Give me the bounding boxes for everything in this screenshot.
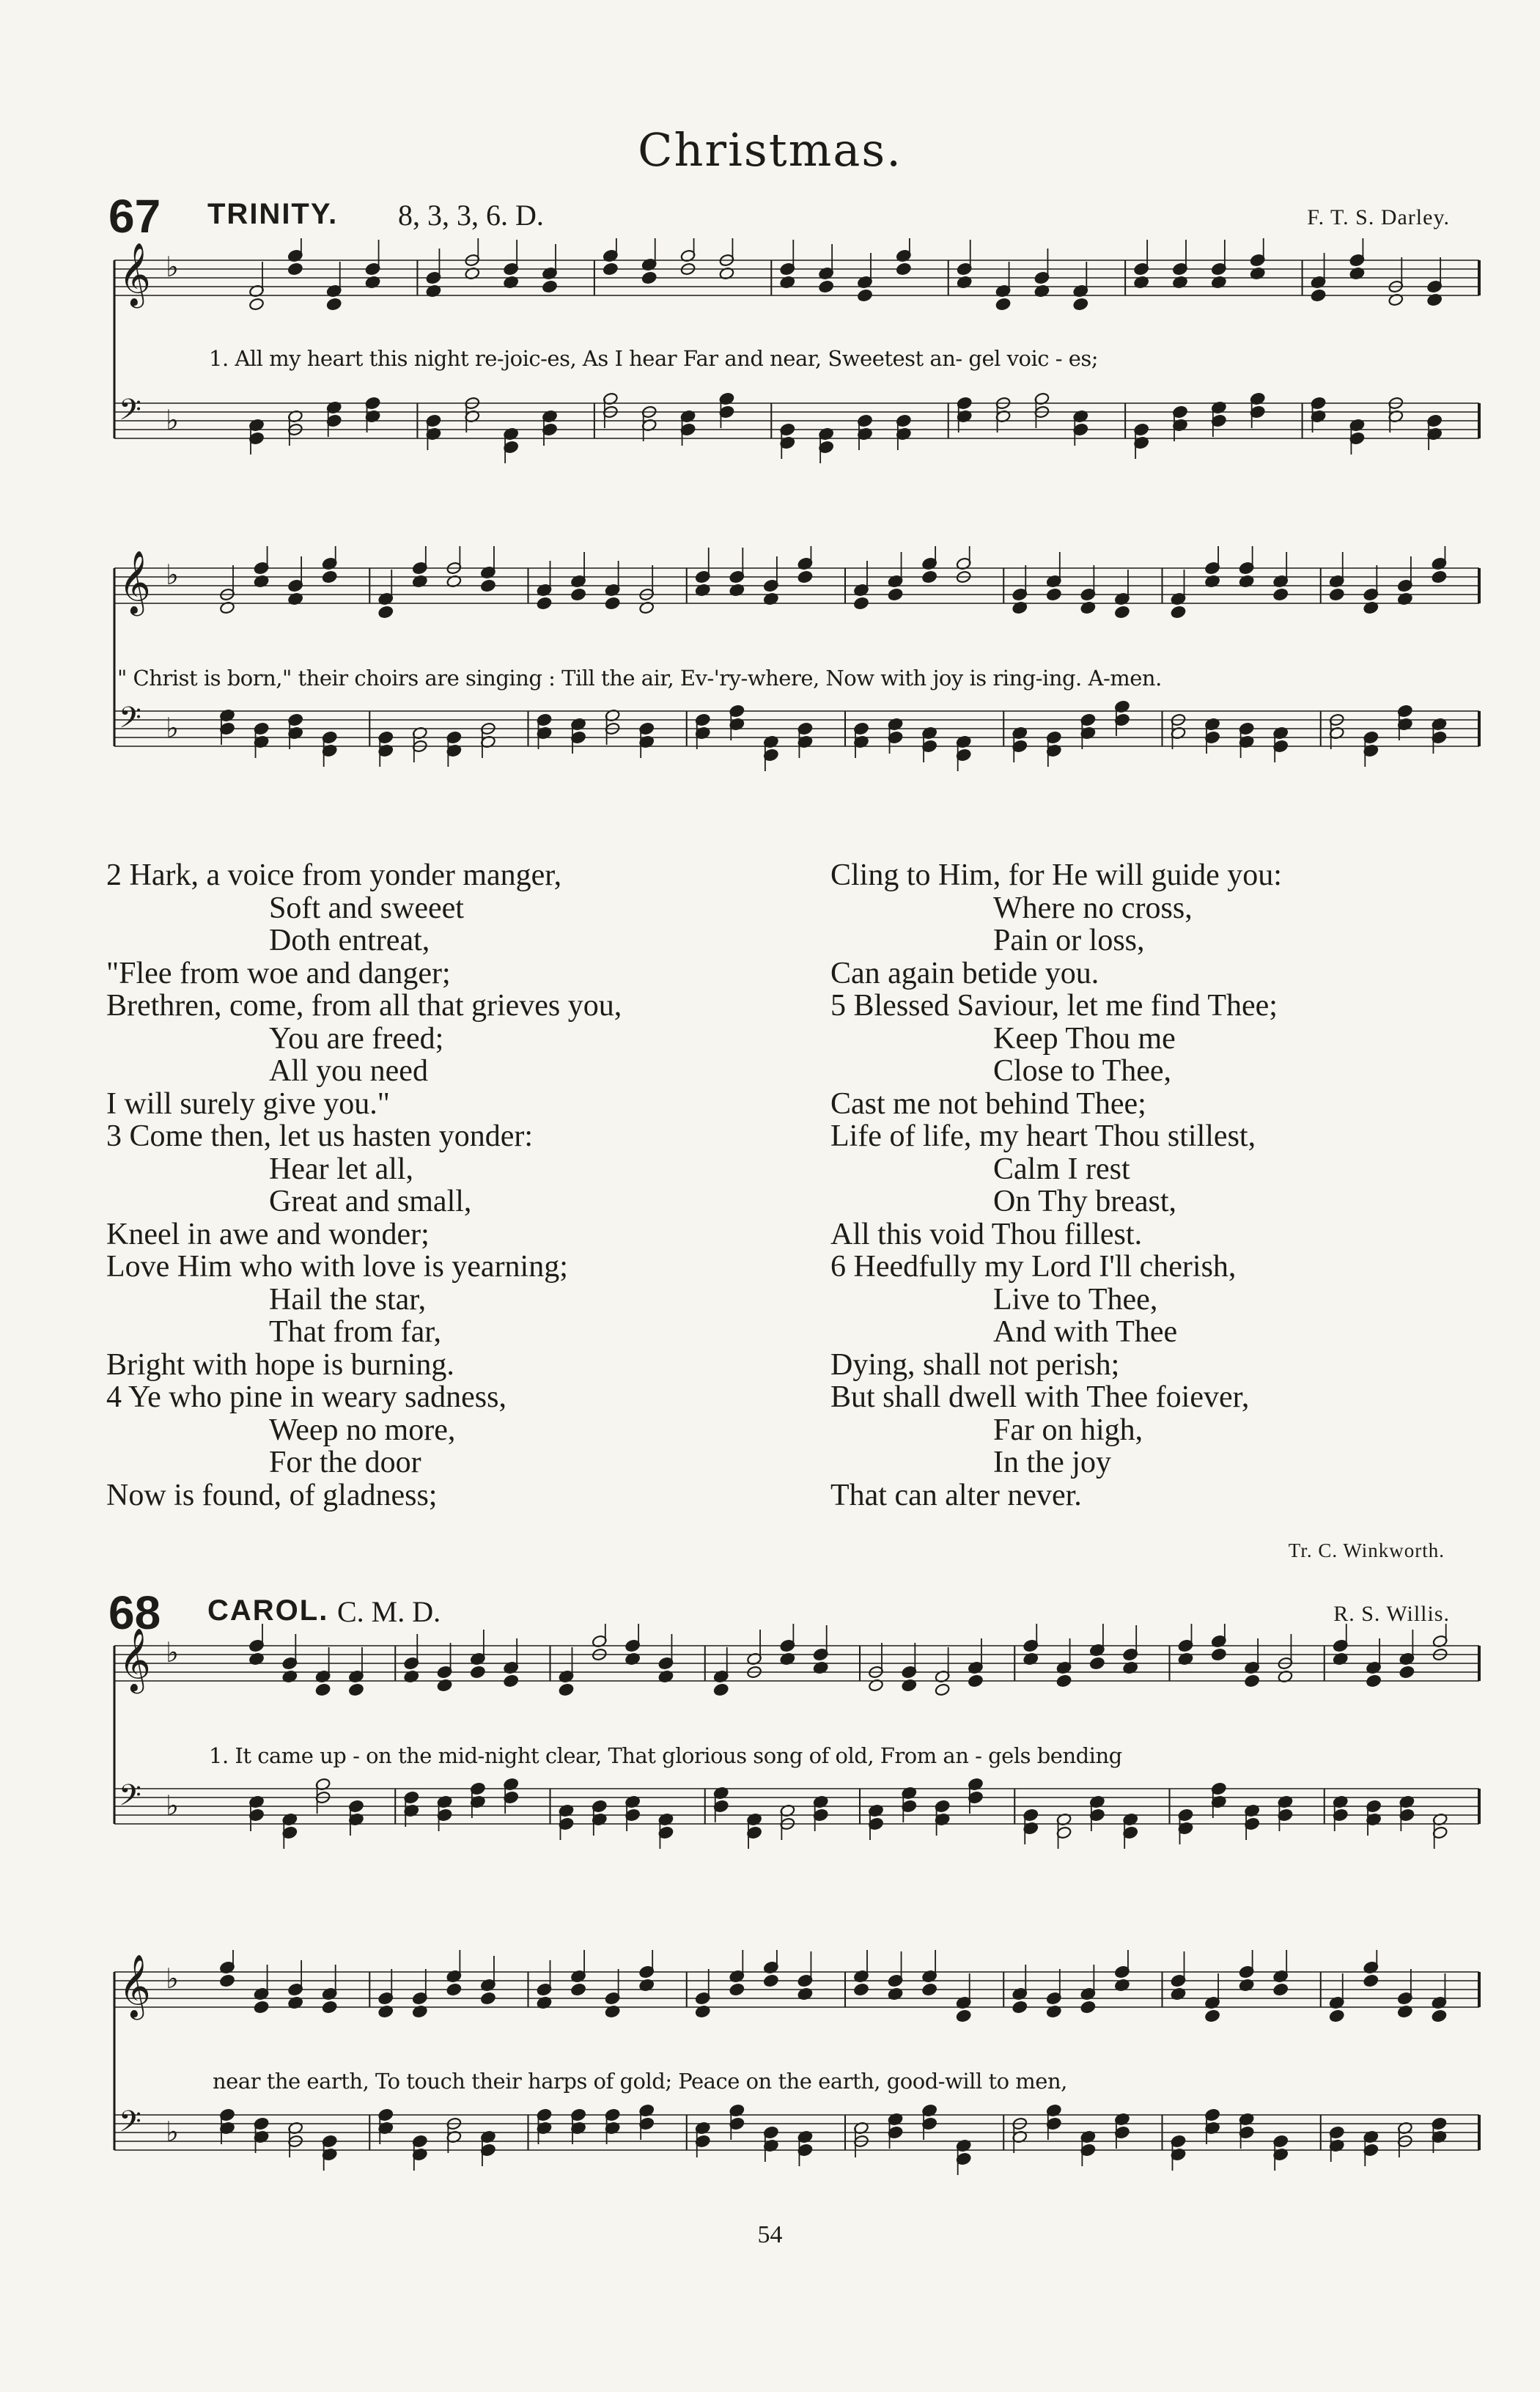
verse-line: Hear let all, bbox=[269, 1152, 414, 1186]
note-head bbox=[537, 597, 552, 610]
verse-line: Close to Thee, bbox=[993, 1054, 1172, 1088]
note-head bbox=[378, 606, 394, 619]
note-head bbox=[1311, 289, 1326, 302]
note-head bbox=[315, 1683, 331, 1696]
note-head bbox=[1171, 606, 1186, 619]
verse-line: Great and small, bbox=[269, 1185, 472, 1218]
verse-line: Can again betide you. bbox=[830, 956, 1099, 990]
verse-line: All this void Thou fillest. bbox=[830, 1217, 1143, 1251]
flat-icon: ♭ bbox=[166, 712, 179, 744]
verse-line: Now is found, of gladness; bbox=[106, 1478, 438, 1512]
lyrics-line: near the earth, To touch their harps of gold; Peace on the earth, good-will to men, bbox=[213, 2069, 1067, 2094]
verse-line: Cling to Him, for He will guide you: bbox=[830, 858, 1282, 892]
hymn-number: 67 bbox=[108, 190, 161, 243]
tune-name: CAROL. bbox=[207, 1594, 329, 1627]
note-head bbox=[559, 1683, 574, 1696]
note-head bbox=[818, 280, 833, 293]
note-head bbox=[1244, 1674, 1259, 1688]
verse-line: Life of life, my heart Thou stillest, bbox=[830, 1119, 1256, 1153]
tune-name: TRINITY. bbox=[207, 198, 339, 230]
note-head bbox=[797, 570, 813, 584]
verse-line: Love Him who with love is yearning; bbox=[106, 1250, 568, 1284]
section-title: Christmas. bbox=[638, 123, 902, 177]
verse-line: You are freed; bbox=[269, 1021, 444, 1056]
note-head bbox=[570, 588, 586, 601]
note-head bbox=[1329, 2009, 1344, 2023]
note-head bbox=[729, 1983, 745, 1996]
note-head bbox=[1366, 1674, 1381, 1688]
note-head bbox=[603, 262, 618, 276]
note-head bbox=[763, 1974, 778, 1987]
note-head bbox=[326, 298, 342, 311]
note-head bbox=[254, 2001, 269, 2014]
flat-icon: ♭ bbox=[166, 1789, 179, 1822]
note-head bbox=[480, 579, 495, 592]
note-head bbox=[542, 280, 557, 293]
verse-line: 6 Heedfully my Lord I'll cherish, bbox=[830, 1250, 1237, 1284]
note-head bbox=[219, 1974, 235, 1987]
flat-icon: ♭ bbox=[166, 404, 179, 436]
note-head bbox=[888, 588, 903, 601]
verse-line: For the door bbox=[269, 1446, 421, 1479]
verse-line: Cast me not behind Thee; bbox=[830, 1086, 1146, 1121]
note-head bbox=[995, 298, 1011, 311]
note-head bbox=[348, 1683, 364, 1696]
page-number: 54 bbox=[757, 2221, 783, 2248]
verse-line: Brethren, come, from all that grieves you, bbox=[106, 989, 622, 1023]
verse-line: Keep Thou me bbox=[993, 1021, 1176, 1056]
verse-line: Hail the star, bbox=[269, 1282, 427, 1317]
lyrics-line: 1. All my heart this night re-joic-es, As I hear Far and near, Sweetest an- gel voic - es; bbox=[209, 346, 1099, 371]
note-head bbox=[1080, 2001, 1096, 2014]
note-head bbox=[470, 1666, 485, 1679]
note-head bbox=[1114, 606, 1130, 619]
flat-icon: ♭ bbox=[166, 2116, 179, 2148]
note-head bbox=[853, 1983, 869, 1996]
verse-line: Calm I rest bbox=[993, 1152, 1130, 1186]
hymn-number: 68 bbox=[108, 1586, 161, 1639]
composer: F. T. S. Darley. bbox=[1307, 205, 1450, 229]
bass-clef-icon: 𝄢 bbox=[119, 701, 141, 742]
bass-clef-icon: 𝄢 bbox=[119, 1778, 141, 1819]
music-score-system bbox=[108, 238, 1486, 517]
note-head bbox=[1432, 2009, 1447, 2023]
verse-line: 3 Come then, let us hasten yonder: bbox=[106, 1119, 534, 1153]
note-head bbox=[248, 298, 264, 311]
verse-line: Weep no more, bbox=[269, 1413, 456, 1447]
treble-clef-icon: 𝄞 bbox=[119, 551, 151, 614]
verse-line: Bright with hope is burning. bbox=[106, 1347, 454, 1382]
treble-clef-icon: 𝄞 bbox=[119, 1954, 151, 2017]
verse-line: Where no cross, bbox=[993, 891, 1193, 925]
flat-icon: ♭ bbox=[166, 1636, 179, 1668]
note-head bbox=[1273, 1983, 1289, 1996]
note-head bbox=[1073, 298, 1088, 311]
note-head bbox=[1399, 1666, 1415, 1679]
verse-line: Dying, shall not perish; bbox=[830, 1347, 1120, 1382]
verse-line: Live to Thee, bbox=[993, 1282, 1158, 1317]
verse-line: That can alter never. bbox=[830, 1478, 1082, 1512]
verse-line: "Flee from woe and danger; bbox=[106, 956, 451, 990]
note-head bbox=[1046, 588, 1061, 601]
flat-icon: ♭ bbox=[166, 559, 179, 591]
note-head bbox=[935, 1683, 950, 1696]
note-head bbox=[921, 1983, 937, 1996]
note-head bbox=[921, 570, 937, 584]
composer: R. S. Willis. bbox=[1333, 1602, 1450, 1626]
verses-right-column bbox=[830, 859, 1282, 1512]
verse-line: I will surely give you." bbox=[106, 1086, 390, 1121]
note-head bbox=[480, 1992, 495, 2005]
verse-line: Kneel in awe and wonder; bbox=[106, 1217, 430, 1251]
note-head bbox=[956, 2009, 971, 2023]
verse-line: But shall dwell with Thee foiever, bbox=[830, 1380, 1250, 1414]
verse-line: 2 Hark, a voice from yonder manger, bbox=[106, 858, 562, 892]
note-head bbox=[446, 1983, 462, 1996]
note-head bbox=[641, 271, 657, 284]
note-head bbox=[605, 597, 620, 610]
note-head bbox=[1329, 588, 1344, 601]
meter: 8, 3, 3, 6. D. bbox=[398, 199, 544, 232]
note-head bbox=[322, 570, 337, 584]
verses-left-column bbox=[106, 859, 622, 1512]
lyrics-line: " Christ is born," their choirs are singing : Till the air, Ev-'ry-where, Now with joy is ring-ing. A-men. bbox=[117, 666, 1162, 691]
note-head bbox=[1363, 1974, 1379, 1987]
note-head bbox=[287, 262, 303, 276]
note-head bbox=[853, 597, 869, 610]
flat-icon: ♭ bbox=[166, 251, 179, 283]
verse-line: All you need bbox=[269, 1054, 428, 1088]
note-head bbox=[1204, 2009, 1220, 2023]
note-head bbox=[1432, 570, 1447, 584]
verse-line: Doth entreat, bbox=[269, 924, 430, 957]
note-head bbox=[504, 1674, 519, 1688]
note-head bbox=[1211, 1648, 1226, 1661]
note-head bbox=[570, 1983, 586, 1996]
lyrics-line: 1. It came up - on the mid-night clear, That glorious song of old, From an - gels bending bbox=[209, 1743, 1122, 1768]
bass-clef-icon: 𝄢 bbox=[119, 2105, 141, 2146]
note-head bbox=[1273, 588, 1289, 601]
note-head bbox=[896, 262, 911, 276]
note-head bbox=[857, 289, 872, 302]
verse-line: Far on high, bbox=[993, 1413, 1143, 1447]
note-head bbox=[1089, 1657, 1105, 1670]
translator-credit: Tr. C. Winkworth. bbox=[1288, 1539, 1445, 1561]
verse-line: Pain or loss, bbox=[993, 924, 1145, 957]
meter: C. M. D. bbox=[337, 1595, 441, 1628]
treble-clef-icon: 𝄞 bbox=[119, 243, 151, 306]
note-head bbox=[322, 2001, 337, 2014]
note-head bbox=[968, 1674, 983, 1688]
verse-line: In the joy bbox=[993, 1446, 1111, 1479]
verse-line: On Thy breast, bbox=[993, 1185, 1177, 1218]
verse-line: That from far, bbox=[269, 1315, 442, 1349]
verse-line: 5 Blessed Saviour, let me find Thee; bbox=[830, 989, 1278, 1023]
verse-line: Soft and sweeet bbox=[269, 891, 464, 925]
verse-line: And with Thee bbox=[993, 1315, 1178, 1349]
flat-icon: ♭ bbox=[166, 1962, 179, 1995]
bass-clef-icon: 𝄢 bbox=[119, 393, 141, 434]
verse-line: 4 Ye who pine in weary sadness, bbox=[106, 1380, 506, 1414]
treble-clef-icon: 𝄞 bbox=[119, 1628, 151, 1691]
note-head bbox=[713, 1683, 729, 1696]
note-head bbox=[1012, 2001, 1028, 2014]
note-head bbox=[1056, 1674, 1072, 1688]
